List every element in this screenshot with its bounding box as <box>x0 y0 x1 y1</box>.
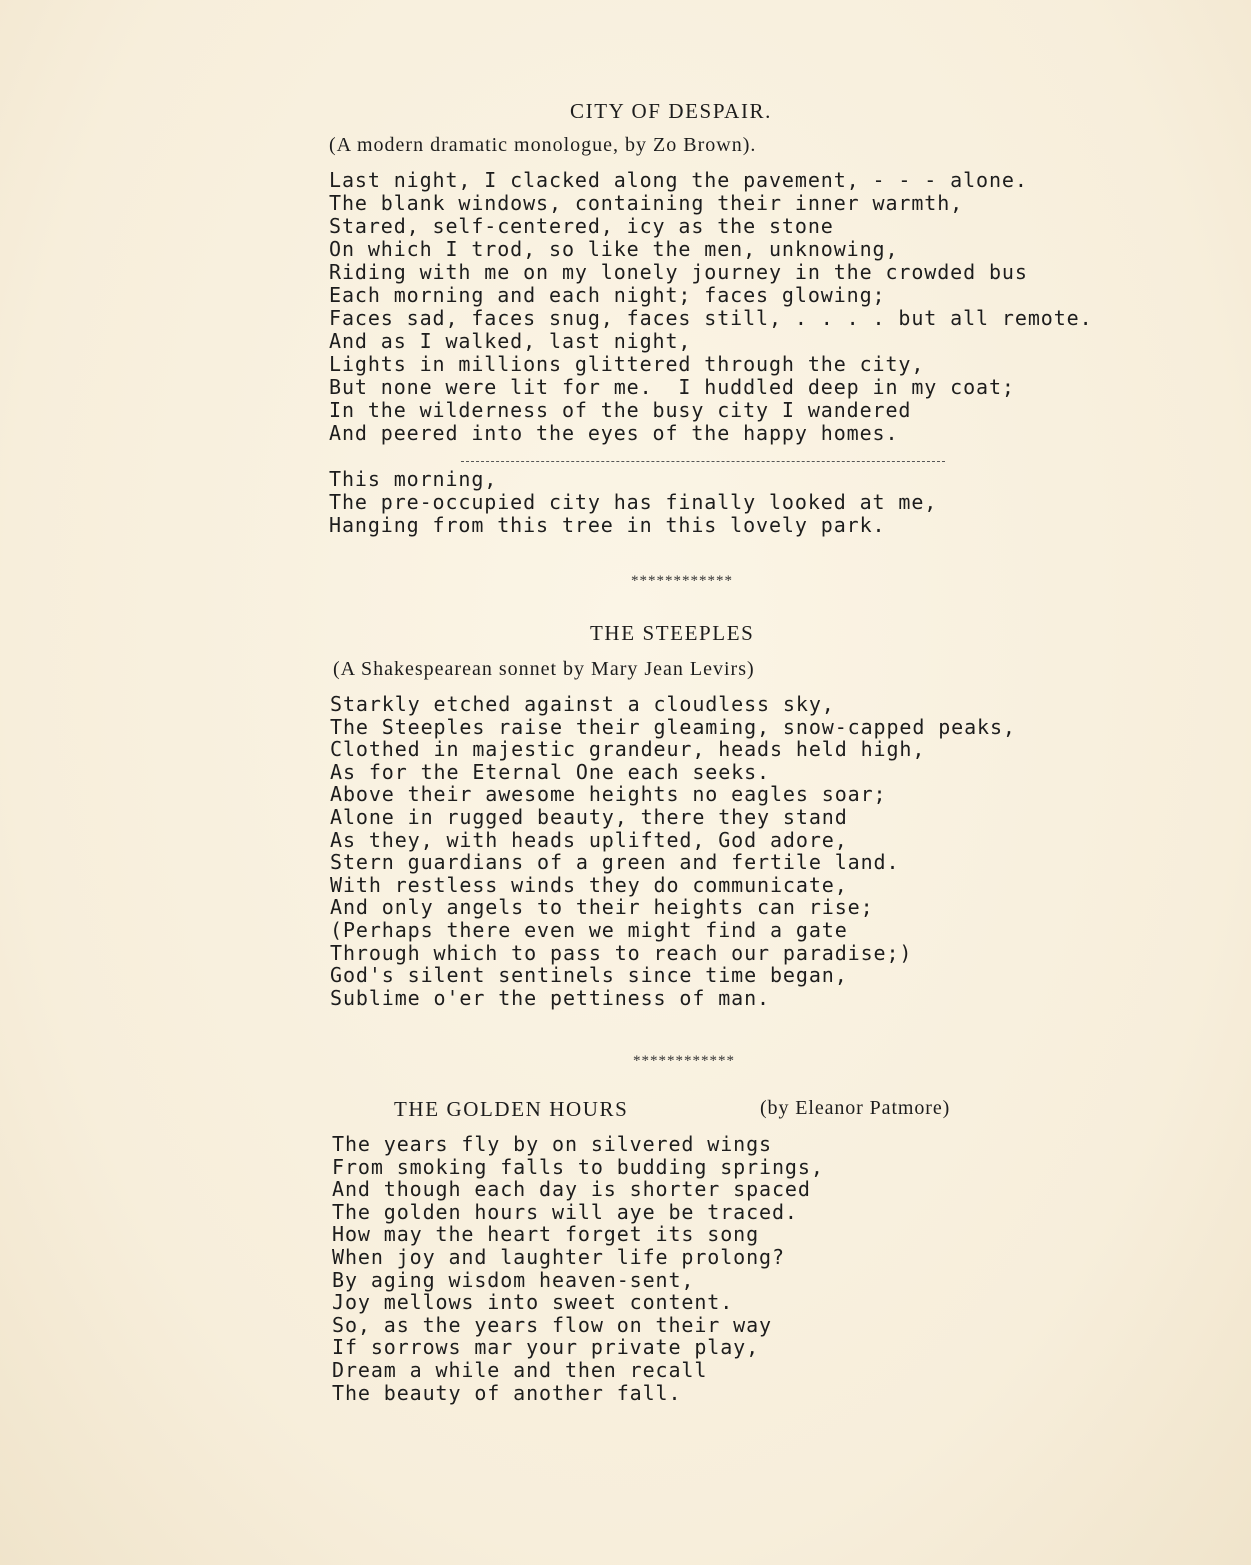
poem1-stanza1 <box>329 169 1093 445</box>
poem2-title: THE STEEPLES <box>590 621 755 645</box>
poem-line: Above their awesome heights no eagles soar; <box>330 782 887 807</box>
poem-line: The Steeples raise their gleaming, snow-capped peaks, <box>330 714 1016 739</box>
poem-line: Through which to pass to reach our paradise;) <box>330 940 913 965</box>
poem-line: The beauty of another fall. <box>332 1380 682 1405</box>
poem-line: The blank windows, containing their inner warmth, <box>329 191 964 215</box>
poem-line: And peered into the eyes of the happy homes. <box>329 421 899 445</box>
poem-line: Last night, I clacked along the pavement, - - - alone. <box>329 168 1028 192</box>
poem3-title: THE GOLDEN HOURS <box>394 1097 629 1121</box>
poem3-lines <box>332 1133 824 1404</box>
poem-line: The golden hours will aye be traced. <box>332 1199 798 1224</box>
poem-line: Alone in rugged beauty, there they stand <box>330 804 848 829</box>
poem-line: Sublime o'er the pettiness of man. <box>330 985 770 1010</box>
stanza-divider <box>461 461 945 462</box>
poem1-title: CITY OF DESPAIR. <box>570 99 772 123</box>
poem2-subtitle: (A Shakespearean sonnet by Mary Jean Levirs) <box>333 658 755 680</box>
poem-line: This morning, <box>329 467 498 491</box>
poem-line: Joy mellows into sweet content. <box>332 1290 734 1315</box>
poem-line: And as I walked, last night, <box>329 329 692 353</box>
poem-line: The pre-occupied city has finally looked at me, <box>329 490 938 514</box>
poem-line: From smoking falls to budding springs, <box>332 1154 824 1179</box>
poem-line: Stern guardians of a green and fertile land. <box>330 850 900 875</box>
poem-line: If sorrows mar your private play, <box>332 1335 760 1360</box>
separator-asterisks: ************ <box>631 573 733 589</box>
poem-line: As they, with heads uplifted, God adore, <box>330 827 848 852</box>
poem-line: The years fly by on silvered wings <box>332 1132 772 1156</box>
poem-line: By aging wisdom heaven-sent, <box>332 1267 695 1292</box>
poem1-stanza2 <box>329 468 937 537</box>
poem-line: So, as the years flow on their way <box>332 1312 772 1337</box>
poem-line: In the wilderness of the busy city I wandered <box>329 398 912 422</box>
poem-line: How may the heart forget its song <box>332 1222 760 1247</box>
poem-line: Lights in millions glittered through the city, <box>329 352 925 376</box>
poem-line: Hanging from this tree in this lovely park. <box>329 513 886 537</box>
poem-line: And though each day is shorter spaced <box>332 1177 811 1202</box>
poem-line: Stared, self-centered, icy as the stone <box>329 214 834 238</box>
poem-line: God's silent sentinels since time began, <box>330 963 848 988</box>
poem-line: And only angels to their heights can rise; <box>330 895 874 920</box>
poem-line: Each morning and each night; faces glowing; <box>329 283 886 307</box>
poem-line: Dream a while and then recall <box>332 1357 708 1382</box>
poem-line: With restless winds they do communicate, <box>330 872 848 897</box>
poem3-byline: (by Eleanor Patmore) <box>760 1097 951 1119</box>
poem-line: Starkly etched against a cloudless sky, <box>330 692 835 716</box>
poem-line: When joy and laughter life prolong? <box>332 1244 785 1269</box>
poem1-subtitle: (A modern dramatic monologue, by Zo Brown). <box>329 134 757 156</box>
poem-line: Clothed in majestic grandeur, heads held high, <box>330 737 926 762</box>
poem-line: On which I trod, so like the men, unknowing, <box>329 237 899 261</box>
poem-line: But none were lit for me. I huddled deep in my coat; <box>329 375 1015 399</box>
poem-line: (Perhaps there even we might find a gate <box>330 917 848 942</box>
poem-line: Faces sad, faces snug, faces still, . . . . but all remote. <box>329 306 1093 330</box>
poem-line: Riding with me on my lonely journey in the crowded bus <box>329 260 1028 284</box>
poem-line: As for the Eternal One each seeks. <box>330 759 770 784</box>
separator-asterisks: ************ <box>633 1053 735 1069</box>
poem2-lines <box>330 693 1016 1009</box>
